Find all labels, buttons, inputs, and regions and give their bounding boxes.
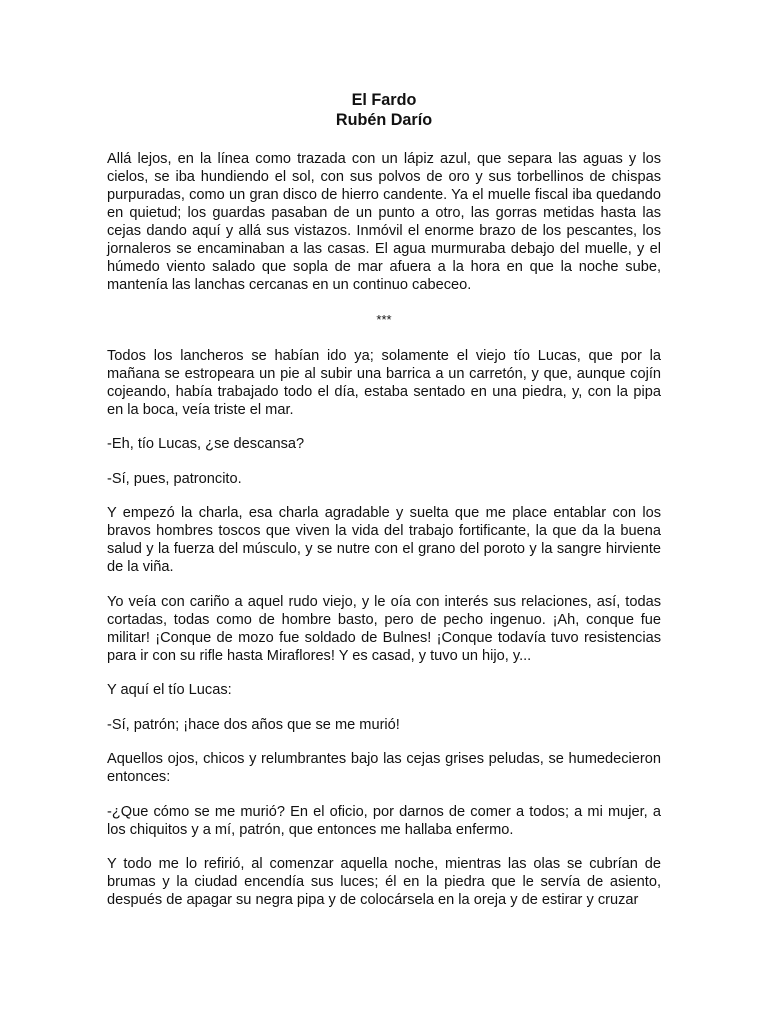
title-block [107,90,661,130]
paragraph: Y empezó la charla, esa charla agradable y suelta que me place entablar con los bravos hombres toscos que viven la vida del trabajo fortificante, la que da la buena salud y la fuerza del músculo, y se nutre con el grano del poroto y la sangre hirviente de la viña. [107,505,661,575]
paragraph: Allá lejos, en la línea como trazada con un lápiz azul, que separa las aguas y los cielos, se iba hundiendo el sol, con sus polvos de oro y sus torbellinos de chispas purpuradas, como un gran disco de hierro candente. Ya el muelle fiscal iba quedando en quietud; los guardas pasaban de un punto a otro, las gorras metidas hasta las cejas dando aquí y allá sus vistazos. Inmóvil el enorme brazo de los pescantes, los jornaleros se encaminaban a las casas. El agua murmuraba debajo del muelle, y el húmedo viento salado que sopla de mar afuera a la hora en que la noche sube, mantenía las lanchas cercanas en un continuo cabeceo. [107,151,661,293]
paragraph: -Sí, pues, patroncito. [107,470,242,487]
paragraph: Y todo me lo refirió, al comenzar aquella noche, mientras las olas se cubrían de brumas y la ciudad encendía sus luces; él en la piedra que le servía de asiento, después de apagar su negra pipa y de colocársela en la oreja y de estirar y cruzar [107,856,661,908]
document-author: Rubén Darío [335,111,433,129]
paragraph: -¿Que cómo se me murió? En el oficio, por darnos de comer a todos; a mi mujer, a los chiquitos y a mí, patrón, que entonces me hallaba enfermo. [107,803,661,838]
paragraph: Y aquí el tío Lucas: [107,682,232,698]
document-title: El Fardo [351,91,417,109]
section-separator: *** [376,311,392,327]
paragraph: -Eh, tío Lucas, ¿se descansa? [107,436,305,452]
paragraph: Aquellos ojos, chicos y relumbrantes bajo las cejas grises peludas, se humedecieron entonces: [107,751,661,785]
document-page [107,90,661,926]
paragraph: -Sí, patrón; ¡hace dos años que se me murió! [107,716,400,733]
paragraph: Yo veía con cariño a aquel rudo viejo, y le oía con interés sus relaciones, así, todas cortadas, todas como de hombre basto, pero de pecho ingenuo. ¡Ah, conque fue militar! ¡Conque de mozo fue soldado de Bulnes! ¡Conque todavía tuvo resistencias para ir con su rifle hasta Miraflores! Y es casad, y tuvo un hijo, y... [107,593,661,664]
paragraph: Todos los lancheros se habían ido ya; solamente el viejo tío Lucas, que por la mañana se estropeara un pie al subir una barrica a un carretón, y que, aunque cojín cojeando, había trabajado todo el día, estaba sentado en una piedra, y, con la pipa en la boca, veía triste el mar. [107,347,661,418]
